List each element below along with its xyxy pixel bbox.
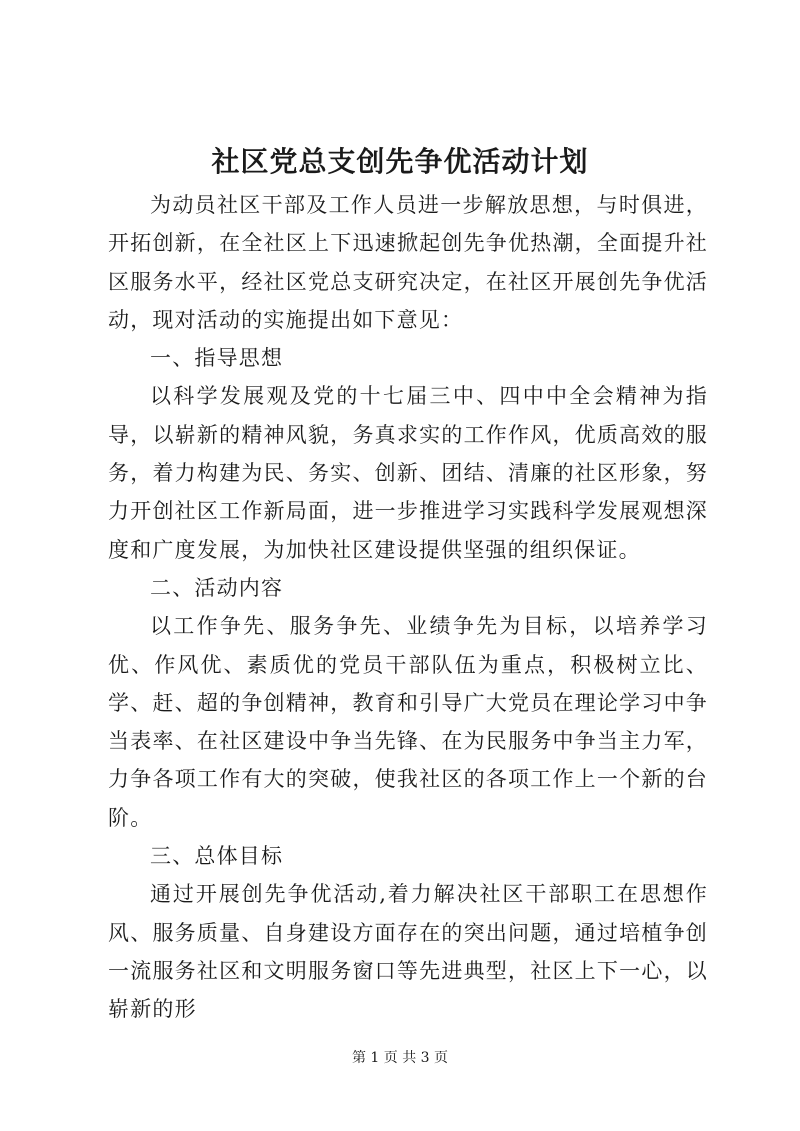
paragraph-overall-goal: 通过开展创先争优活动,着力解决社区干部职工在思想作风、服务质量、自身建设方面存在的突出问题，通过培植争创一流服务社区和文明服务窗口等先进典型，社区上下一心，以崭新的形 <box>108 882 708 1022</box>
page-number-footer: 第 1 页 共 3 页 <box>351 1050 449 1066</box>
section-heading-guiding-ideology: 一、指导思想 <box>150 346 284 371</box>
section-heading-activity-content: 二、活动内容 <box>150 575 284 600</box>
section-heading-overall-goal: 三、总体目标 <box>150 844 284 869</box>
paragraph-intro: 为动员社区干部及工作人员进一步解放思想，与时俱进，开拓创新，在全社区上下迅速掀起创先争优热潮，全面提升社区服务水平，经社区党总支研究决定，在社区开展创先争优活动，现对活动的实施提出如下意见： <box>108 193 708 332</box>
document-body <box>108 186 708 1029</box>
paragraph-guiding-ideology: 以科学发展观及党的十七届三中、四中中全会精神为指导，以崭新的精神风貌，务真求实的工作作风，优质高效的服务，着力构建为民、务实、创新、团结、清廉的社区形象，努力开创社区工作新局面，进一步推进学习实践科学发展观想深度和广度发展，为加快社区建设提供坚强的组织保证。 <box>108 384 708 562</box>
paragraph-activity-content: 以工作争先、服务争先、业绩争先为目标，以培养学习优、作风优、素质优的党员干部队伍为重点，积极树立比、学、赶、超的争创精神，教育和引导广大党员在理论学习中争当表率、在社区建设中争当先锋、在为民服务中争当主力军，力争各项工作有大的突破，使我社区的各项工作上一个新的台阶。 <box>108 614 708 830</box>
document-title: 社区党总支创先争优活动计划 <box>211 145 589 178</box>
